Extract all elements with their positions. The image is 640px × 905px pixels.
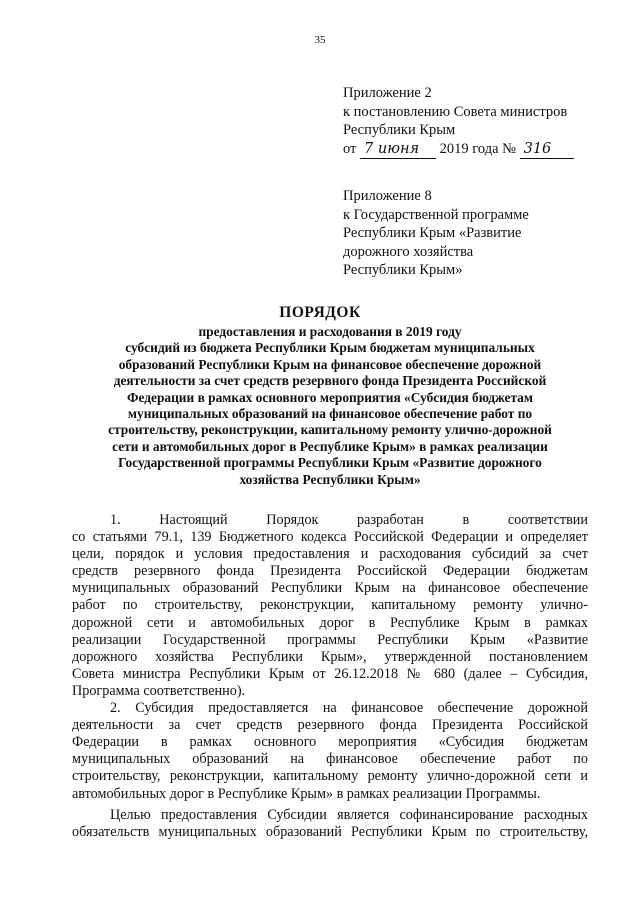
text-line: Федерации в рамках основного мероприятия «Субсидия бюджетам	[72, 734, 588, 751]
page-number: 35	[314, 34, 326, 46]
paragraph-1	[72, 512, 588, 700]
appendix-8-line-5: Республики Крым»	[343, 262, 463, 279]
subtitle-line: Федерации в рамках основного мероприятия «Субсидия бюджетам	[126, 389, 534, 405]
text-line: 1. Настоящий Порядок разработан в соответствии	[110, 512, 588, 528]
subtitle-line: деятельности за счет средств резервного фонда Президента Российской	[113, 373, 547, 389]
text-line: деятельности за счет средств резервного фонда Президента Российской	[72, 717, 588, 734]
text-line: дорожного хозяйства Республики Крым», утвержденной постановлением	[72, 648, 588, 665]
appendix-8-title: Приложение 8	[343, 188, 432, 204]
paragraph-3	[72, 807, 588, 841]
appendix-8-line-4: дорожного хозяйства	[343, 243, 474, 260]
handwritten-number: 316	[520, 140, 574, 160]
text-line: муниципальных образований Республики Крым на финансовое обеспечение	[72, 580, 588, 597]
document-body	[72, 512, 588, 841]
appendix-2-block	[343, 84, 574, 159]
text-line: Программа соответственно).	[72, 682, 246, 699]
subtitle-line: предоставления и расходования в 2019 году	[198, 324, 462, 339]
text-line: реализации Государственной программы Республики Крым «Развитие	[72, 631, 588, 648]
appendix-2-date-line	[343, 140, 574, 160]
subtitle-line: сети и автомобильных дорог в Республике Крым» в рамках реализации	[112, 438, 548, 454]
document-subtitle	[60, 324, 600, 488]
subtitle-line: хозяйства Республики Крым»	[239, 471, 421, 487]
paragraph-2	[72, 700, 588, 803]
text-line: цели, порядок и условия предоставления и расходования субсидий за счет	[72, 546, 588, 563]
appendix-2-title: Приложение 2	[343, 85, 432, 101]
appendix-2-region: Республики Крым	[343, 122, 456, 139]
document-title: ПОРЯДОК	[279, 304, 361, 321]
appendix-8-line-3: Республики Крым «Развитие	[343, 225, 522, 242]
text-line: обязательств муниципальных образований Республики Крым по строительству,	[72, 823, 588, 840]
text-line: муниципальных образований на финансовое обеспечение работ по	[72, 751, 588, 768]
text-line: автомобильных дорог в Республике Крым» в рамках реализации Программы.	[72, 785, 541, 802]
subtitle-line: строительству, реконструкции, капитальному ремонту улично-дорожной	[108, 422, 552, 438]
subtitle-line: образований Республики Крым на финансовое обеспечение дорожной	[118, 356, 542, 372]
subtitle-line: субсидий из бюджета Республики Крым бюджетам муниципальных	[125, 340, 535, 356]
handwritten-date: 7 июня	[360, 140, 436, 160]
date-prefix: от	[343, 140, 357, 157]
subtitle-line: Государственной программы Республики Крым «Развитие дорожного	[118, 455, 542, 471]
text-line: работ по строительству, реконструкции, капитальному ремонту улично-	[72, 597, 588, 614]
text-line: средств резервного фонда Президента Российской Федерации бюджетам	[72, 563, 588, 580]
appendix-2-reference: к постановлению Совета министров	[343, 103, 568, 120]
text-line: Совета министра Республики Крым от 26.12.2018 № 680 (далее – Субсидия,	[72, 665, 588, 682]
appendix-8-block	[343, 187, 529, 280]
text-line: 2. Субсидия предоставляется на финансовое обеспечение дорожной	[110, 700, 588, 717]
date-year: 2019 года №	[439, 140, 516, 157]
appendix-8-line-2: к Государственной программе	[343, 206, 529, 223]
text-line: дорожной сети и автомобильных дорог в Республике Крым в рамках	[72, 614, 588, 631]
subtitle-line: муниципальных образований на финансовое обеспечение работ по	[127, 406, 533, 422]
text-line: со статьями 79.1, 139 Бюджетного кодекса Российской Федерации и определяет	[72, 529, 588, 546]
text-line: строительству, реконструкции, капитальному ремонту улично-дорожной сети и	[72, 768, 588, 785]
text-line: Целью предоставления Субсидии является софинансирование расходных	[110, 806, 588, 823]
